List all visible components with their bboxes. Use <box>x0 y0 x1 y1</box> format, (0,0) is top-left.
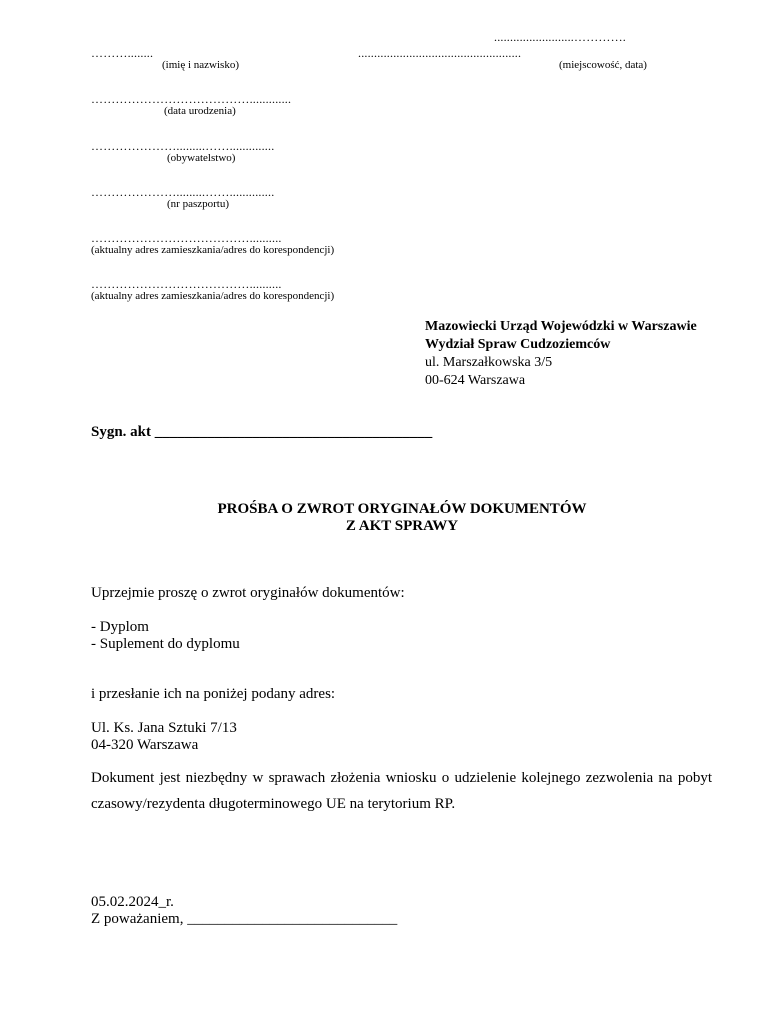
passport-label: (nr paszportu) <box>167 198 230 210</box>
birth-date-label: (data urodzenia) <box>164 105 236 117</box>
document-item: - Dyplom <box>91 619 149 635</box>
reference-blank: _____________________________________ <box>154 424 433 440</box>
reference-number <box>91 424 432 441</box>
recipient-office: Mazowiecki Urząd Wojewódzki w Warszawie <box>425 319 697 334</box>
recipient-department: Wydział Spraw Cudzoziemców <box>425 337 611 352</box>
justification-paragraph: Dokument jest niezbędny w sprawach złożenia wniosku o udzielenie kolejnego zezwolenia na pobyt czasowy/rezydenta długoterminowego UE na terytorium RP. <box>91 770 712 812</box>
return-address-street: Ul. Ks. Jana Sztuki 7/13 <box>91 720 237 736</box>
name-dots: ………........ <box>91 46 154 60</box>
document-title-line2: Z AKT SPRAWY <box>345 518 459 534</box>
document-title-line1: PROŚBA O ZWROT ORYGINAŁÓW DOKUMENTÓW <box>217 501 587 517</box>
place-date-dots-2: ................................................... <box>358 46 522 60</box>
signature-blank: ____________________________ <box>187 911 398 927</box>
return-address-city: 04-320 Warszawa <box>91 737 199 753</box>
closing-date: 05.02.2024_r. <box>91 894 174 910</box>
send-instruction: i przesłanie ich na poniżej podany adres: <box>91 686 336 702</box>
regards-text: Z poważaniem, <box>91 911 188 927</box>
address-2-dots: ………………………………….......... <box>91 277 282 291</box>
recipient-street: ul. Marszałkowska 3/5 <box>425 355 553 370</box>
citizenship-dots: ………………….........…….............. <box>91 139 275 153</box>
address-2-label: (aktualny adres zamieszkania/adres do korespondencji) <box>91 290 335 302</box>
recipient-city: 00-624 Warszawa <box>425 373 526 388</box>
document-item: - Suplement do dyplomu <box>91 636 240 652</box>
request-intro: Uprzejmie proszę o zwrot oryginałów dokumentów: <box>91 585 405 601</box>
passport-dots: ………………….........…….............. <box>91 185 275 199</box>
closing-signature <box>91 911 397 928</box>
reference-label: Sygn. akt <box>91 424 155 440</box>
place-date-dots: .........................…………. <box>494 30 626 44</box>
address-1-label: (aktualny adres zamieszkania/adres do korespondencji) <box>91 244 335 256</box>
place-date-label: (miejscowość, data) <box>559 59 647 71</box>
name-label: (imię i nazwisko) <box>162 59 239 71</box>
birth-date-dots: …………………………………............. <box>91 92 292 106</box>
address-1-dots: ………………………………….......... <box>91 231 282 245</box>
citizenship-label: (obywatelstwo) <box>167 152 236 164</box>
